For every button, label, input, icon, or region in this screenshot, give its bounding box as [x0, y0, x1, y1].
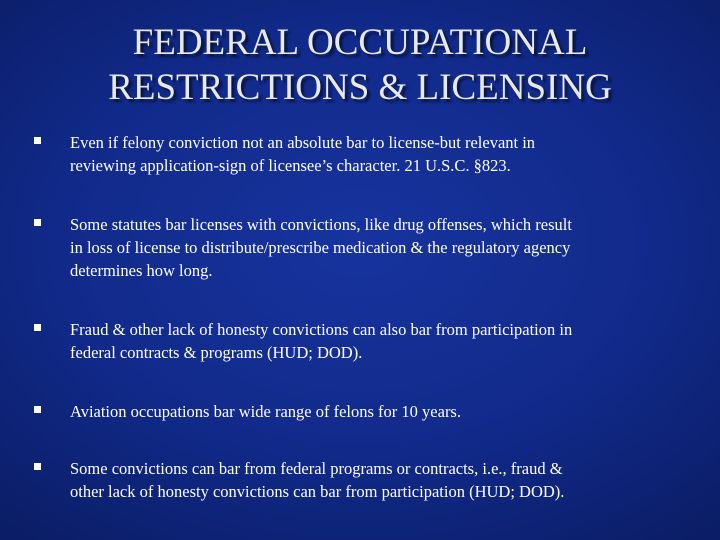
bullet-item	[34, 318, 694, 364]
bullet-text: Some convictions can bar from federal programs or contracts, i.e., fraud & other lack of honesty convictions can bar from participation (HUD; DOD).	[70, 459, 565, 501]
bullet-item	[34, 213, 694, 282]
square-bullet-icon	[34, 137, 41, 144]
square-bullet-icon	[34, 406, 41, 413]
bullet-text: Even if felony conviction not an absolute bar to license-but relevant in reviewing application-sign of licensee’s character. 21 U.S.C. §823.	[70, 133, 536, 175]
bullet-text: Some statutes bar licenses with convictions, like drug offenses, which result in loss of license to distribute/prescribe medication & the regulatory agency determines how long.	[70, 215, 572, 280]
bullet-text: Fraud & other lack of honesty convictions can also bar from participation in federal contracts & programs (HUD; DOD).	[70, 320, 573, 362]
square-bullet-icon	[34, 219, 41, 226]
square-bullet-icon	[34, 463, 41, 470]
bullet-text: Aviation occupations bar wide range of felons for 10 years.	[70, 402, 461, 421]
title-line: FEDERAL OCCUPATIONAL	[132, 22, 588, 63]
square-bullet-icon	[34, 324, 41, 331]
bullet-item	[34, 457, 694, 503]
bullet-item	[34, 131, 694, 177]
title-line: RESTRICTIONS & LICENSING	[108, 67, 612, 108]
bullet-item	[34, 400, 694, 423]
